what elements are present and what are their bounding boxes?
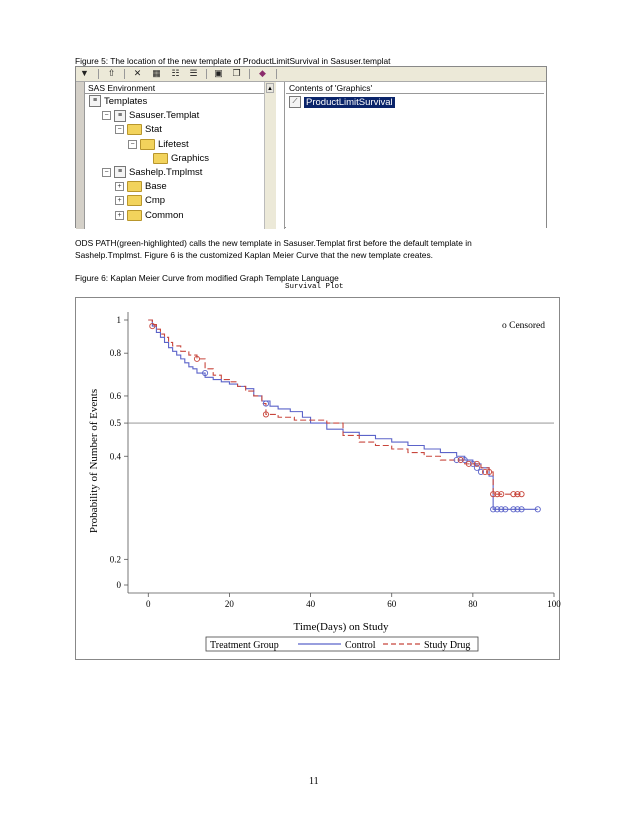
template-icon: ≡ xyxy=(114,166,126,178)
folder-icon xyxy=(127,124,142,135)
figure6-caption: Figure 6: Kaplan Meier Curve from modified Graph Template Language xyxy=(75,273,339,283)
tree-item-common[interactable] xyxy=(115,209,184,223)
tree-pane xyxy=(85,82,285,229)
tree-view-icon[interactable]: ☷ xyxy=(171,68,180,78)
tree-item-stat[interactable] xyxy=(115,123,162,137)
expand-icon[interactable]: + xyxy=(115,196,124,205)
tree-item-label: Graphics xyxy=(171,152,210,164)
tree-item-label: Sasuser.Templat xyxy=(129,110,200,122)
figure5-caption: Figure 5: The location of the new template of ProductLimitSurvival in Sasuser.templat xyxy=(75,56,391,66)
x-tick-label: 100 xyxy=(547,599,561,609)
expand-icon[interactable]: + xyxy=(115,182,124,191)
x-tick-label: 80 xyxy=(468,599,478,609)
tree-item-graphics[interactable] xyxy=(141,152,209,166)
window-left-edge xyxy=(76,82,85,229)
tree-item-label: Sashelp.Tmplmst xyxy=(129,167,203,178)
folder-icon xyxy=(127,181,142,192)
tree-scrollbar[interactable] xyxy=(264,82,276,229)
x-tick-label: 20 xyxy=(224,599,234,609)
legend-control-label: Control xyxy=(345,640,376,651)
tree-item-lifetest[interactable] xyxy=(128,138,189,152)
collapse-icon[interactable]: − xyxy=(102,168,111,177)
tree-item-sasuser-templat[interactable] xyxy=(102,109,199,123)
body-paragraph xyxy=(75,237,555,261)
graph-template-icon: ⟋ xyxy=(289,96,301,108)
contents-pane xyxy=(286,82,546,229)
collapse-icon[interactable]: − xyxy=(128,140,137,149)
series-line-control xyxy=(148,320,537,509)
template-icon: ≡ xyxy=(89,95,101,107)
copy-icon[interactable]: ❐ xyxy=(232,68,241,78)
library-book-icon[interactable]: ◆ xyxy=(259,68,266,78)
tree-item-base[interactable] xyxy=(115,180,167,194)
delete-icon[interactable]: ✕ xyxy=(133,68,142,78)
paragraph-line-1: ODS PATH(green-highlighted) calls the new template in Sasuser.Templat first before the default template in xyxy=(75,238,472,248)
collapse-icon[interactable]: − xyxy=(115,125,124,134)
contents-item-label: ProductLimitSurvival xyxy=(306,97,393,108)
legend-study-drug-label: Study Drug xyxy=(424,640,471,651)
x-tick-label: 40 xyxy=(306,599,316,609)
series-line-study-drug xyxy=(148,320,521,494)
survival-plot-frame xyxy=(75,297,560,660)
tree-item-cmp[interactable] xyxy=(115,194,165,208)
tree-item-label: Lifetest xyxy=(158,138,189,150)
tree-item-templates[interactable] xyxy=(89,95,147,109)
scroll-up-arrow-icon[interactable]: ▲ xyxy=(266,83,274,93)
survival-plot-title: Survival Plot xyxy=(285,283,344,291)
tree-item-label: Stat xyxy=(145,124,162,136)
legend-title: Treatment Group xyxy=(210,640,279,651)
y-axis-label: Probability of Number of Events xyxy=(88,388,100,534)
sas-explorer-window xyxy=(75,66,547,228)
contents-item-productlimitsurvival[interactable] xyxy=(289,96,395,110)
survival-plot-svg xyxy=(76,298,559,659)
folder-icon xyxy=(140,139,155,150)
tree-item-label: Base xyxy=(145,181,167,193)
collapse-icon[interactable]: − xyxy=(102,111,111,120)
folder-icon xyxy=(153,153,168,164)
y-tick-label: 0 xyxy=(116,580,121,590)
tree-item-label: Cmp xyxy=(145,195,166,207)
x-axis-label: Time(Days) on Study xyxy=(293,621,389,633)
legend xyxy=(206,637,478,651)
y-tick-label: 0.6 xyxy=(109,390,121,401)
y-tick-label: 0.2 xyxy=(109,554,121,565)
x-tick-label: 60 xyxy=(387,599,397,609)
censored-inset-label: o Censored xyxy=(501,321,545,331)
y-tick-label: 0.4 xyxy=(109,451,121,462)
expand-icon[interactable]: + xyxy=(115,211,124,220)
folder-icon xyxy=(127,210,142,221)
right-pane-title: Contents of 'Graphics' xyxy=(286,82,544,94)
tree-item-sashelp-tmplmst[interactable] xyxy=(102,166,202,180)
left-pane-title: SAS Environment xyxy=(85,82,264,94)
details-view-icon[interactable]: ☰ xyxy=(189,68,198,78)
explorer-toolbar xyxy=(76,67,546,82)
paragraph-line-2: Sashelp.Tmplmst. Figure 6 is the customized Kaplan Meier Curve that the new template creates. xyxy=(75,250,433,260)
x-tick-label: 0 xyxy=(146,599,151,609)
template-icon: ≡ xyxy=(114,110,126,122)
y-tick-label: 1 xyxy=(116,315,121,325)
up-folder-icon[interactable]: ⇧ xyxy=(107,68,116,78)
tree-item-label: Common xyxy=(145,209,184,221)
large-icons-icon[interactable]: ▦ xyxy=(152,68,161,78)
y-tick-label: 0.5 xyxy=(109,418,121,429)
y-tick-label: 0.8 xyxy=(109,348,121,359)
folder-icon xyxy=(127,195,142,206)
tree-item-label: Templates xyxy=(104,96,148,107)
page-number: 11 xyxy=(309,776,319,787)
properties-icon[interactable]: ▣ xyxy=(214,68,223,78)
dropdown-arrow-icon[interactable]: ▼ xyxy=(80,68,89,78)
